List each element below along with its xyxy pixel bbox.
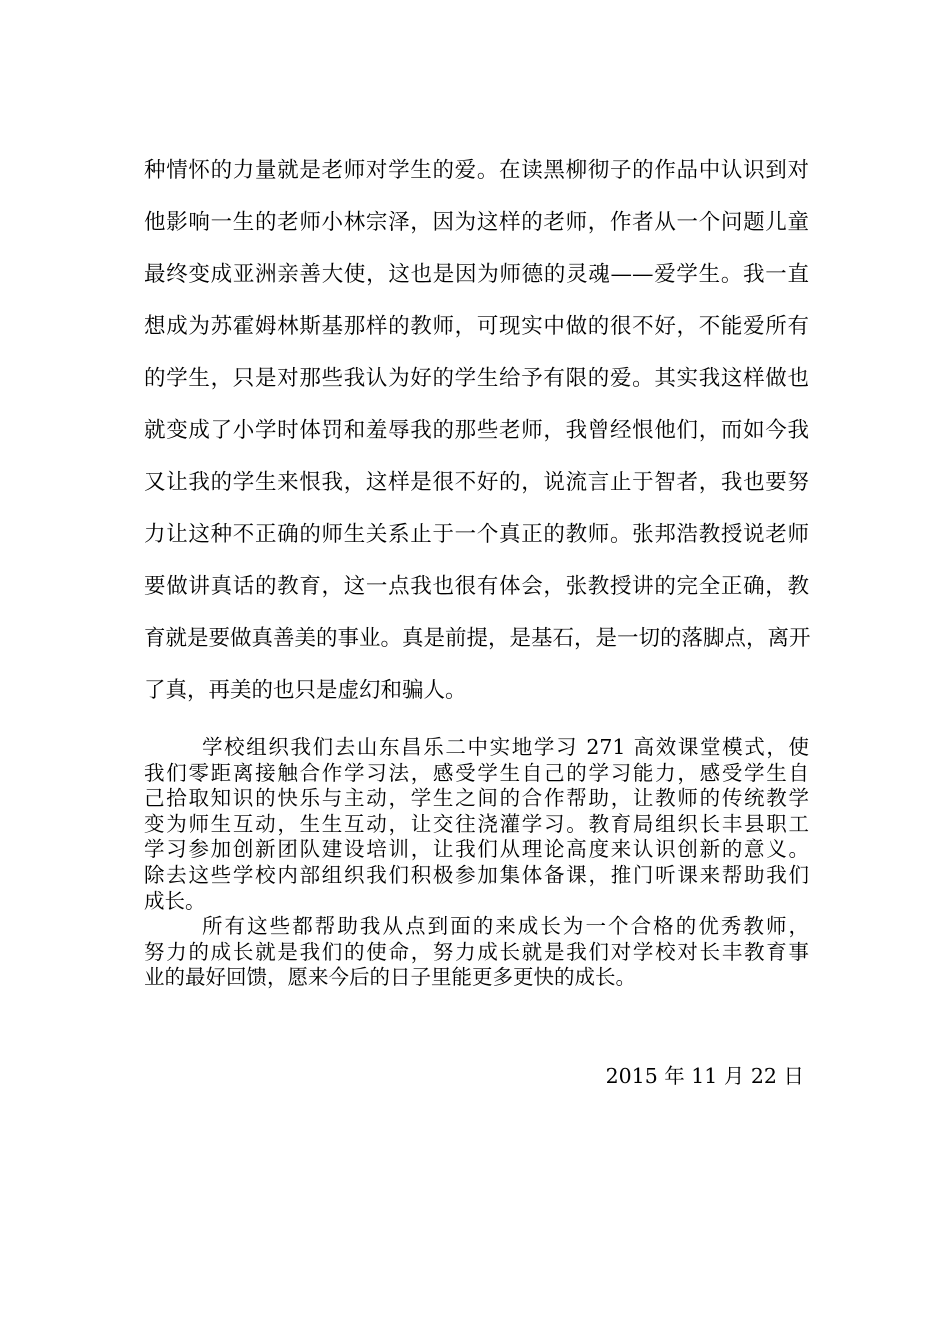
text-line: 所有这些都帮助我从点到面的来成长为一个合格的优秀教师， bbox=[202, 914, 809, 939]
text-line: 想成为苏霍姆林斯基那样的教师，可现实中做的很不好，不能爱所有 bbox=[144, 314, 809, 339]
text-line: 除去这些学校内部组织我们积极参加集体备课，推门听课来帮助我们 bbox=[144, 862, 809, 887]
body-paragraphs-2-3 bbox=[144, 735, 809, 991]
text-line: 我们零距离接触合作学习法，感受学生自己的学习能力，感受学生自 bbox=[144, 760, 809, 785]
text-line: 的学生，只是对那些我认为好的学生给予有限的爱。其实我这样做也 bbox=[144, 366, 809, 391]
text-line: 学校组织我们去山东昌乐二中实地学习 271 高效课堂模式，使 bbox=[202, 735, 809, 759]
text-line: 育就是要做真善美的事业。真是前提，是基石，是一切的落脚点，离开 bbox=[144, 626, 811, 651]
text-line: 努力的成长就是我们的使命，努力成长就是我们对学校对长丰教育事 bbox=[144, 939, 809, 964]
text-line: 学习参加创新团队建设培训，让我们从理论高度来认识创新的意义。 bbox=[144, 837, 809, 862]
document-date: 2015 年 11 月 22 日 bbox=[605, 1064, 804, 1088]
text-line: 了真，再美的也只是虚幻和骗人。 bbox=[144, 678, 467, 703]
text-line: 成长。 bbox=[144, 888, 206, 913]
text-line: 又让我的学生来恨我，这样是很不好的，说流言止于智者，我也要努 bbox=[144, 470, 809, 495]
text-line: 业的最好回馈，愿来今后的日子里能更多更快的成长。 bbox=[144, 965, 636, 990]
text-line: 他影响一生的老师小林宗泽，因为这样的老师，作者从一个问题儿童 bbox=[144, 210, 809, 235]
text-line: 种情怀的力量就是老师对学生的爱。在读黑柳彻子的作品中认识到对 bbox=[144, 158, 809, 183]
paragraph-2 bbox=[144, 735, 809, 914]
text-line: 要做讲真话的教育，这一点我也很有体会，张教授讲的完全正确，教 bbox=[144, 574, 809, 599]
text-line: 最终变成亚洲亲善大使，这也是因为师德的灵魂——爱学生。我一直 bbox=[144, 262, 809, 287]
text-line: 己拾取知识的快乐与主动，学生之间的合作帮助，让教师的传统教学 bbox=[144, 786, 809, 811]
text-line: 就变成了小学时体罚和羞辱我的那些老师，我曾经恨他们，而如今我 bbox=[144, 418, 809, 443]
paragraph-3 bbox=[144, 914, 809, 991]
text-line: 力让这种不正确的师生关系止于一个真正的教师。张邦浩教授说老师 bbox=[144, 522, 809, 547]
body-paragraph-1 bbox=[144, 145, 809, 717]
text-line: 变为师生互动，生生互动，让交往浇灌学习。教育局组织长丰县职工 bbox=[144, 811, 809, 836]
